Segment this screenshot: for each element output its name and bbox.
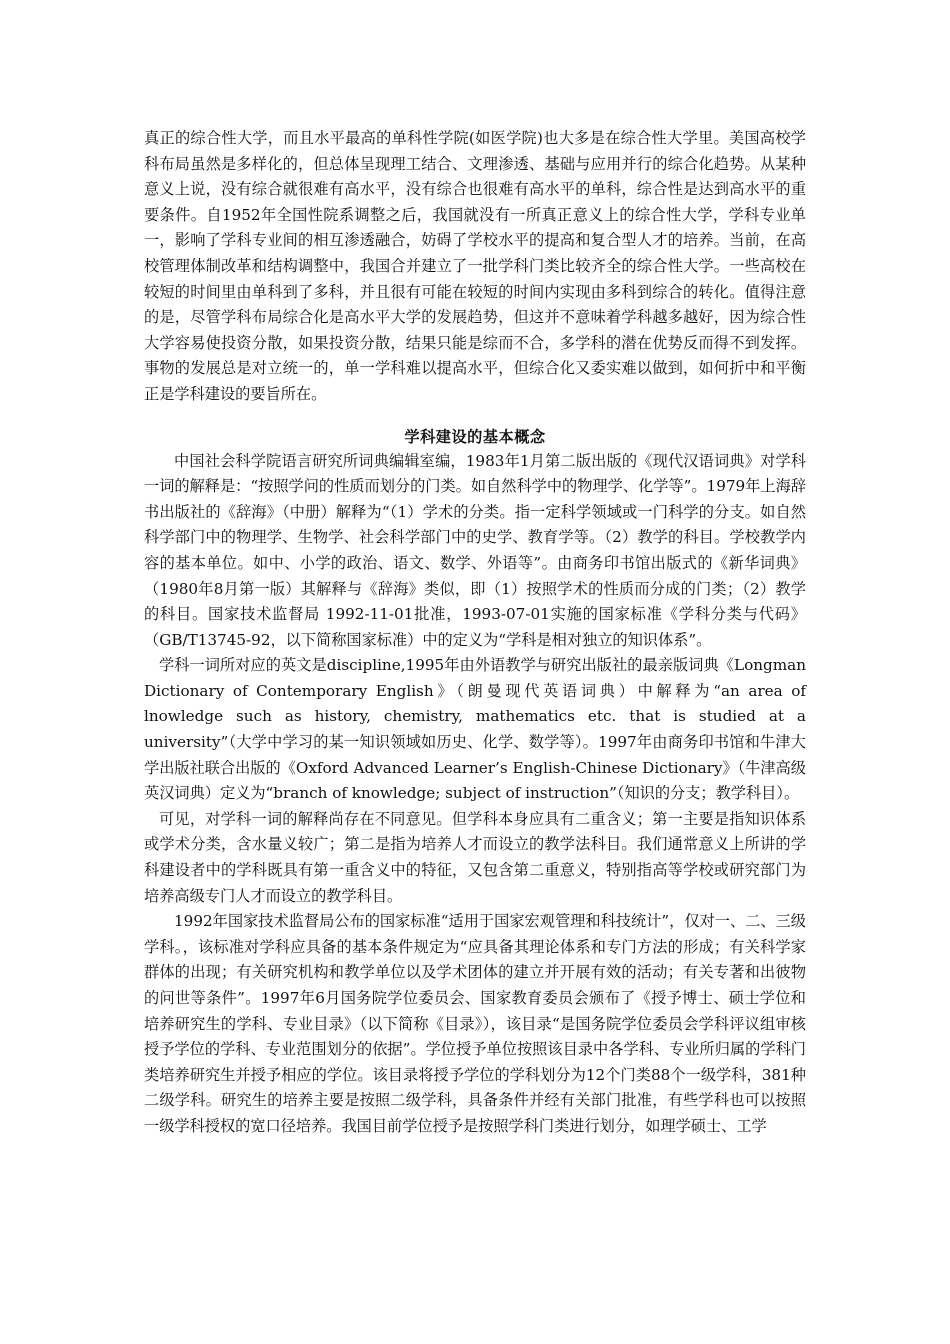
paragraph-dual-meaning: 可见，对学科一词的解释尚存在不同意见。但学科本身应具有二重含义；第一主要是指知识体系或学术分类，含水量义较广；第二是指为培养人才而设立的教学法科目。我们通常意义上所讲的学科建设者中的学科既具有第一重含义中的特征，又包含第二重意义，特别指高等学校或研究部门为培养高级专门人才而设立的教学科目。	[144, 809, 806, 905]
paragraph-national-standard: 1992年国家技术监督局公布的国家标准“适用于国家宏观管理和科技统计”，仅对一、二、三级学科。，该标准对学科应具备的基本条件规定为“应具备其理论体系和专门方法的形成；有关科学家群体的出现；有关研究机构和教学单位以及学术团体的建立并开展有效的活动；有关专著和出彼物的问世等条件”。1997年6月国务院学位委员会、国家教育委员会颁布了《授予博士、硕士学位和培养研究生的学科、专业目录》（以下简称《目录》），该目录“是国务院学位委员会学科评议组审核授予学位的学科、专业范围划分的依据”。学位授予单位按照该目录中各学科、专业所归属的学科门类培养研究生并授予相应的学位。该目录将授予学位的学科划分为12个门类88个一级学科，381种二级学科。研究生的培养主要是按照二级学科，具备条件并经有关部门批准，有些学科也可以按照一级学科授权的宽口径培养。我国目前学位授予是按照学科门类进行划分，如理学硕士、工学	[144, 912, 806, 1135]
paragraph-definition-english: 学科一词所对应的英文是discipline,1995年由外语教学与研究出版社的最亲版词典《Longman Dictionary of Contemporary English》（朗曼现代英语词典）中解释为“an area of lnowledge such as history, chemistry, mathematics etc. that is studied at a university”（大学中学习的某一知识领域如历史、化学、数学等）。1997年由商务印书馆和牛津大学出版社联合出版的《Oxford Advanced Learner’s English-Chinese Dictionary》（牛津高级英汉词典）定义为“branch of knowledge; subject of instruction”（知识的分支；教学科目）。	[144, 656, 806, 803]
paragraph-definition-chinese: 中国社会科学院语言研究所词典编辑室编，1983年1月第二版出版的《现代汉语词典》对学科一词的解释是：“按照学问的性质而划分的门类。如自然科学中的物理学、化学等”。1979年上海辞书出版社的《辞海》（中册）解释为“（1）学术的分类。指一定科学领域或一门科学的分支。如自然科学部门中的物理学、生物学、社会科学部门中的史学、教育学等。（2）教学的科目。学校教学内容的基本单位。如中、小学的政治、语文、数学、外语等”。由商务印书馆出版式的《新华词典》（1980年8月第一版）其解释与《辞海》类似，即（1）按照学术的性质而分成的门类；（2）教学的科目。国家技术监督局 1992-11-01批准，1993-07-01实施的国家标准《学科分类与代码》（GB/T13745-92，以下简称国家标准）中的定义为“学科是相对独立的知识体系”。	[144, 451, 806, 649]
intro-paragraph: 真正的综合性大学，而且水平最高的单科性学院(如医学院)也大多是在综合性大学里。美国高校学科布局虽然是多样化的，但总体呈现理工结合、文理渗透、基础与应用并行的综合化趋势。从某种意义上说，没有综合就很难有高水平，没有综合也很难有高水平的单科，综合性是达到高水平的重要条件。自1952年全国性院系调整之后，我国就没有一所真正意义上的综合性大学，学科专业单一，影响了学科专业间的相互渗透融合，妨碍了学校水平的提高和复合型人才的培养。当前，在高校管理体制改革和结构调整中，我国合并建立了一批学科门类比较齐全的综合性大学。一些高校在较短的时间里由单科到了多科，并且很有可能在较短的时间内实现由多科到综合的转化。值得注意的是，尽管学科布局综合化是高水平大学的发展趋势，但这并不意味着学科越多越好，因为综合性大学容易使投资分散，如果投资分散，结果只能是综而不合，多学科的潜在优势反而得不到发挥。事物的发展总是对立统一的，单一学科难以提高水平，但综合化又委实难以做到，如何折中和平衡正是学科建设的要旨所在。	[144, 129, 806, 403]
section-title: 学科建设的基本概念	[404, 427, 546, 446]
document-body	[144, 126, 806, 1140]
